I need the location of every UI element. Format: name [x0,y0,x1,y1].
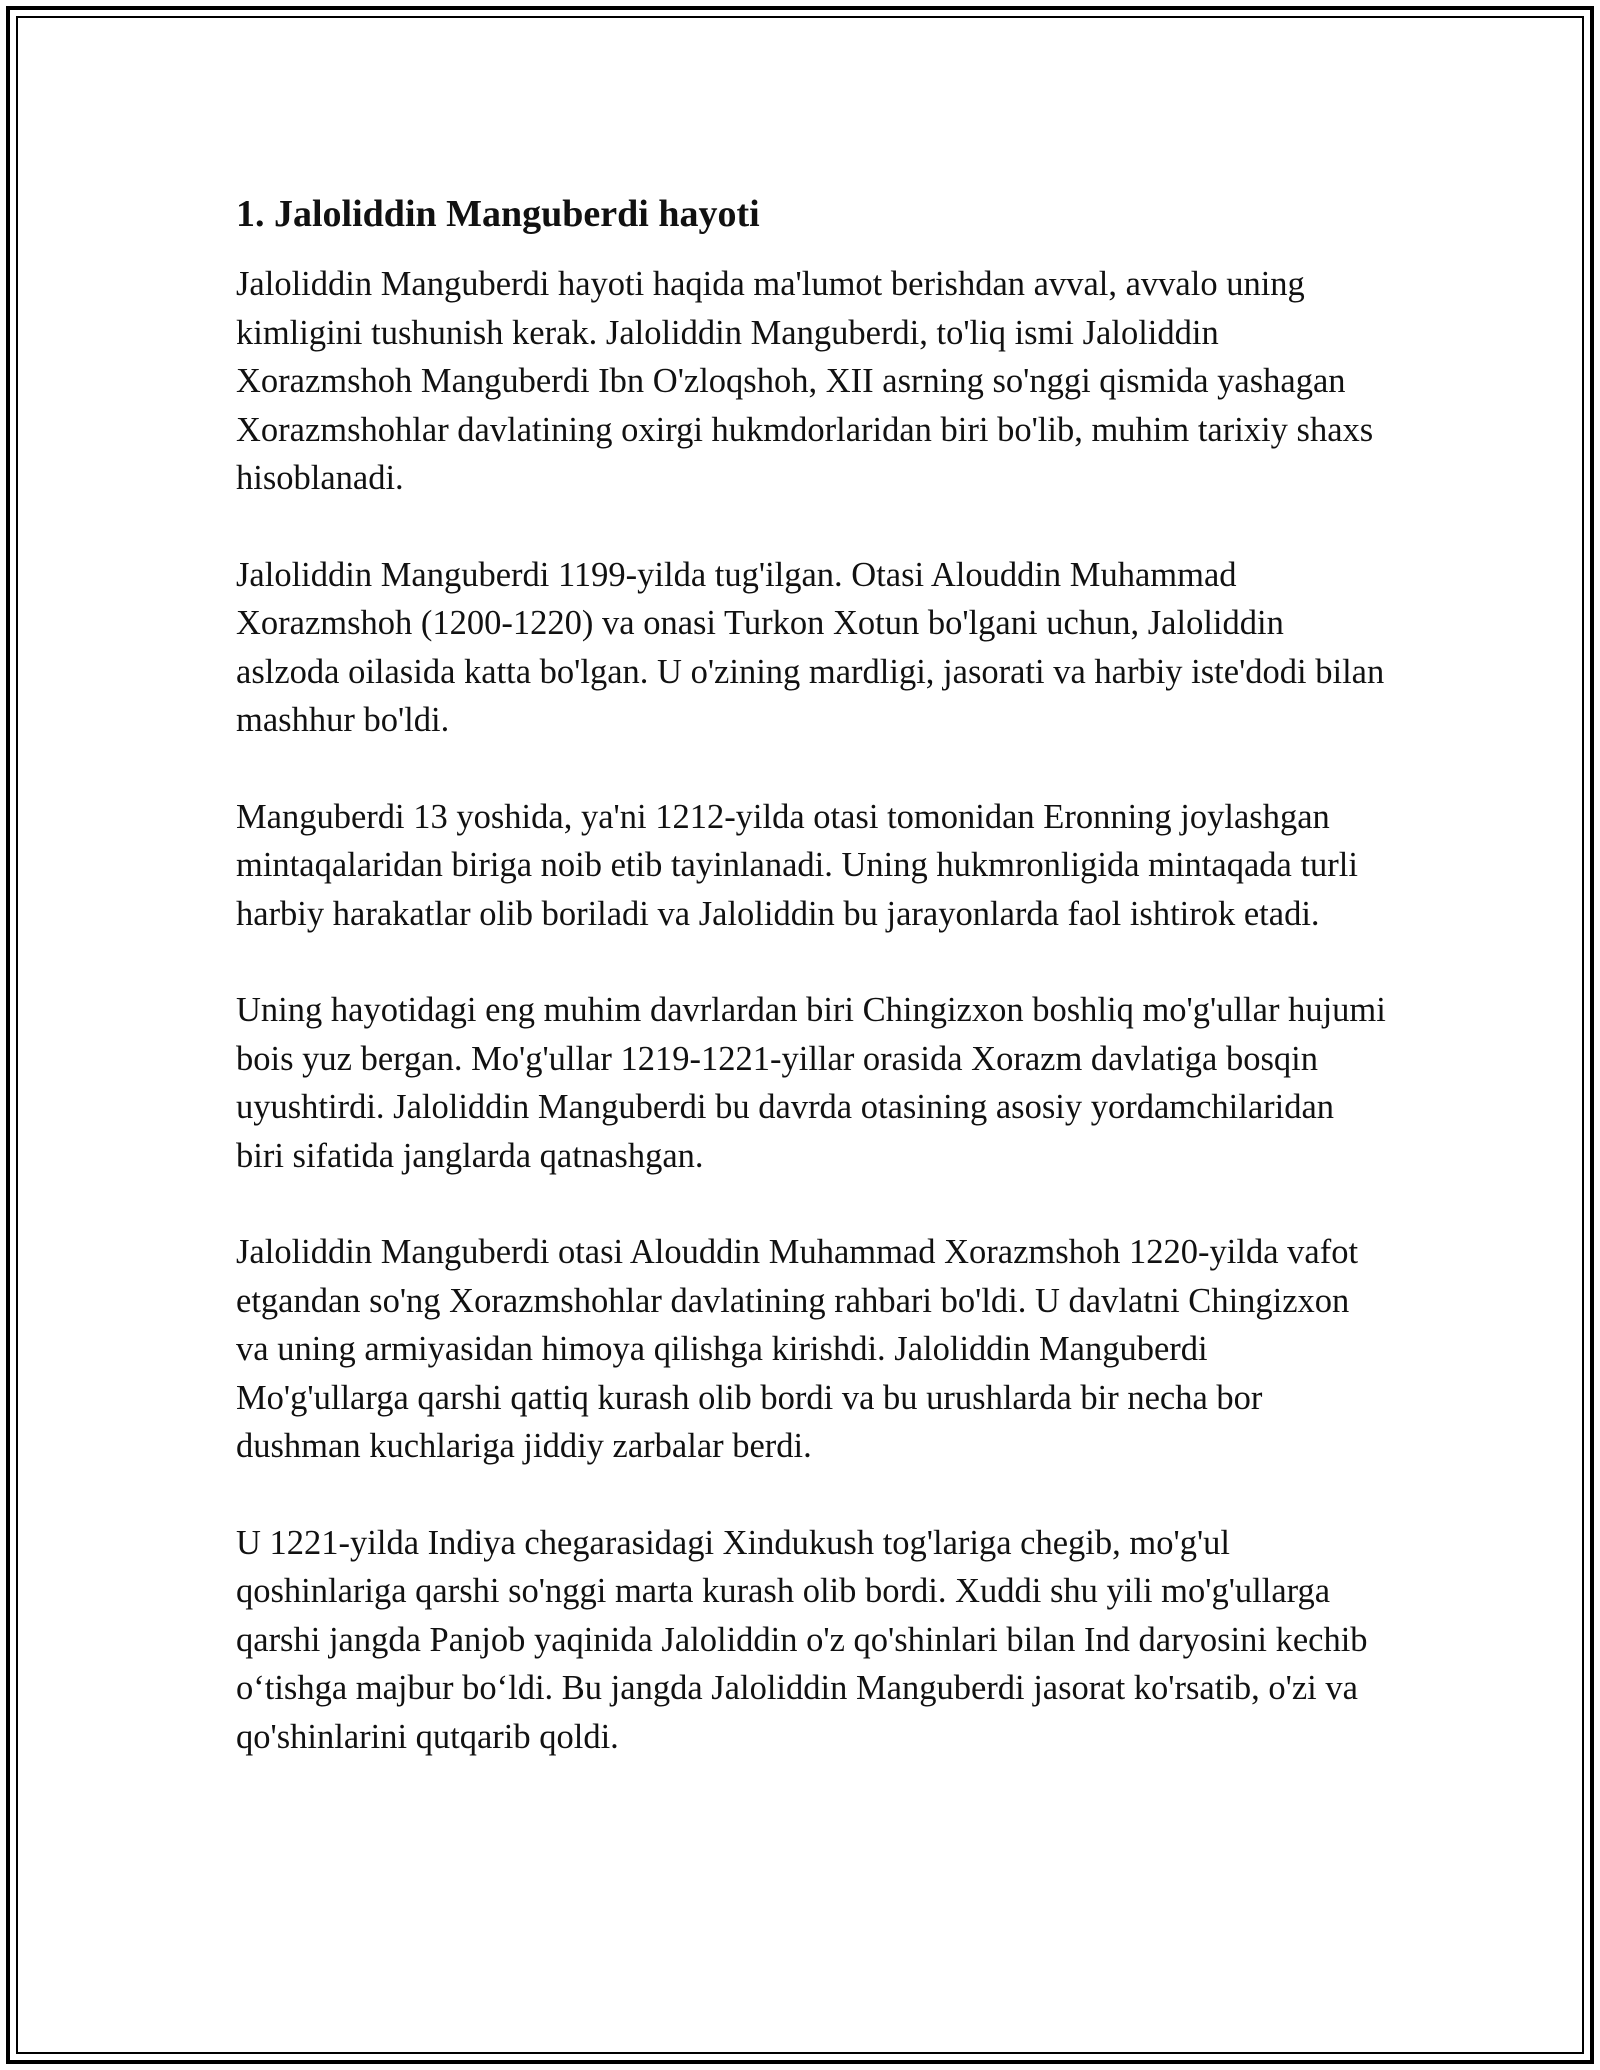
paragraph-2: Jaloliddin Manguberdi 1199-yilda tug'ilgan. Otasi Alouddin Muhammad Xorazmshoh (1200-1220) va onasi Turkon Xotun bo'lgani uchun, Jaloliddin aslzoda oilasida katta bo'lgan. U o'zining mardligi, jasorati va harbiy iste'dodi bilan mashhur bo'ldi. [236,555,1385,739]
document-body [236,186,1386,1809]
section-heading: 1. Jaloliddin Manguberdi hayoti [236,193,760,235]
paragraph-5: Jaloliddin Manguberdi otasi Alouddin Muhammad Xorazmshoh 1220-yilda vafot etgandan so'ng Xorazmshohlar davlatining rahbari bo'ldi. U davlatni Chingizxon va uning armiyasidan himoya qilishga kirishdi. Jaloliddin Manguberdi Mo'g'ullarga qarshi qattiq kurash olib bordi va bu urushlarda bir necha bor dushman kuchlariga jiddiy zarbalar berdi. [236,1233,1359,1465]
paragraph-1: Jaloliddin Manguberdi hayoti haqida ma'lumot berishdan avval, avvalo uning kimligini tushunish kerak. Jaloliddin Manguberdi, to'liq ismi Jaloliddin Xorazmshoh Manguberdi Ibn O'zloqshoh, XII asrning so'nggi qismida yashagan Xorazmshohlar davlatining oxirgi hukmdorlaridan biri bo'lib, muhim tarixiy shaxs hisoblanadi. [236,265,1374,497]
paragraph-4: Uning hayotidagi eng muhim davrlardan biri Chingizxon boshliq mo'g'ullar hujumi bois yuz bergan. Mo'g'ullar 1219-1221-yillar orasida Xorazm davlatiga bosqin uyushtirdi. Jaloliddin Manguberdi bu davrda otasining asosiy yordamchilaridan biri sifatida janglarda qatnashgan. [236,991,1386,1175]
paragraph-3: Manguberdi 13 yoshida, ya'ni 1212-yilda otasi tomonidan Eronning joylashgan mintaqalaridan biriga noib etib tayinlanadi. Uning hukmronligida mintaqada turli harbiy harakatlar olib boriladi va Jaloliddin bu jarayonlarda faol ishtirok etadi. [236,797,1358,933]
paragraph-6: U 1221-yilda Indiya chegarasidagi Xindukush tog'lariga chegib, mo'g'ul qoshinlariga qarshi so'nggi marta kurash olib bordi. Xuddi shu yili mo'g'ullarga qarshi jangda Panjob yaqinida Jaloliddin o'z qo'shinlari bilan Ind daryosini kechib o‘tishga majbur bo‘ldi. Bu jangda Jaloliddin Manguberdi jasorat ko'rsatib, o'zi va qo'shinlarini qutqarib qoldi. [236,1523,1368,1756]
